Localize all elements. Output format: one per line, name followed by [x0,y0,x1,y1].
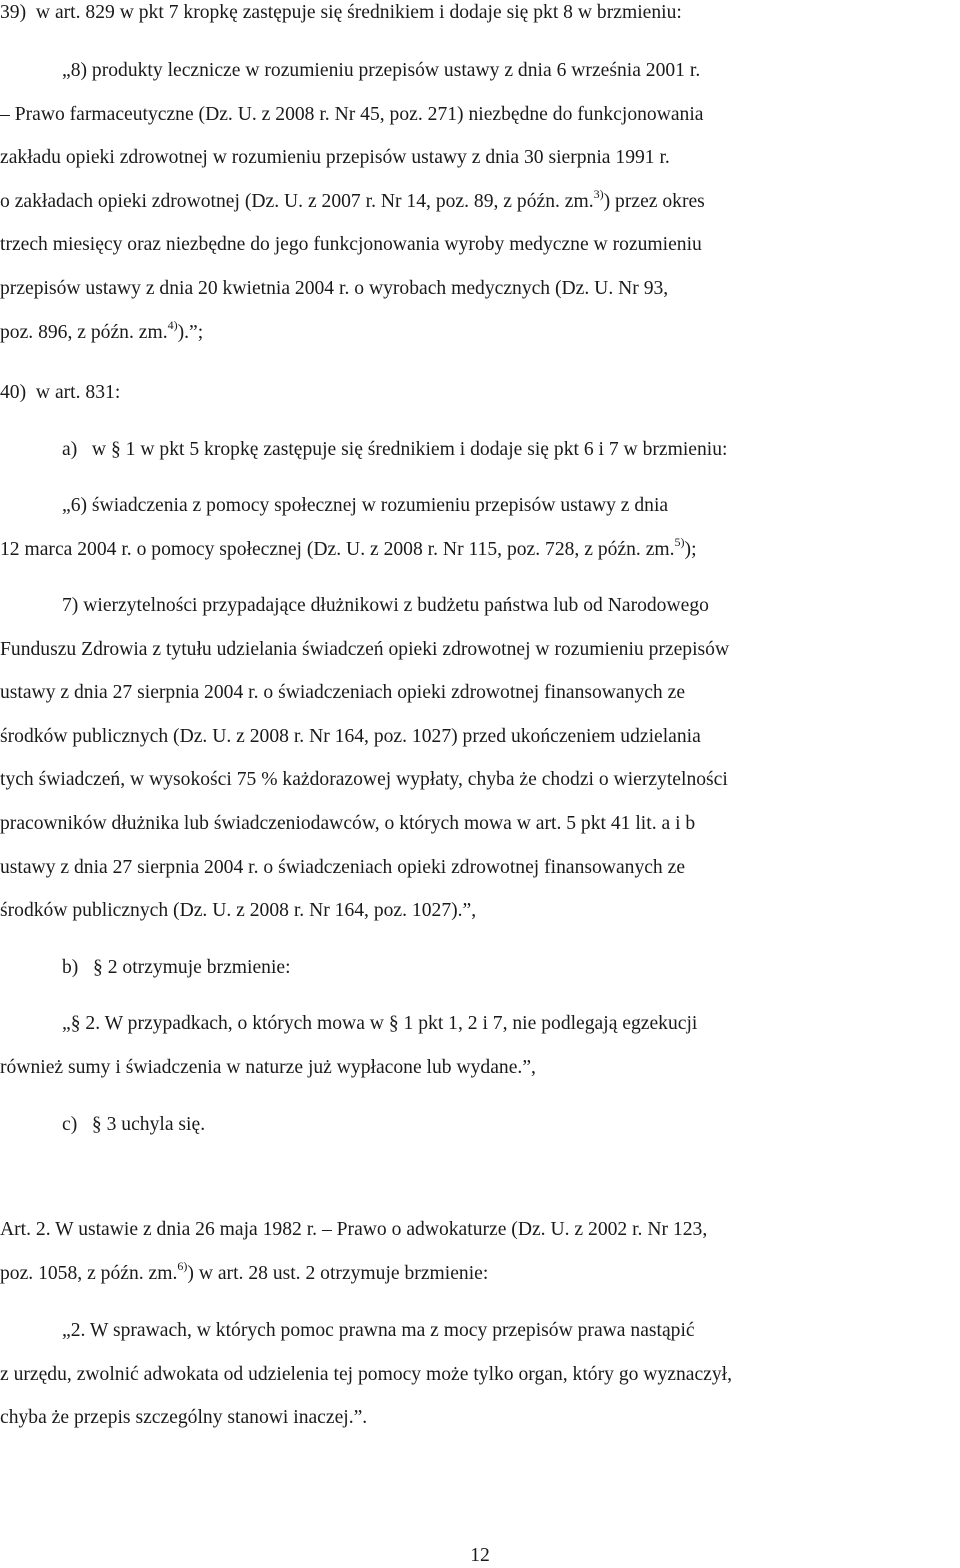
item-40-a-pkt7-line-7: ustawy z dnia 27 sierpnia 2004 r. o świadczeniach opieki zdrowotnej finansowanych ze [0,857,686,878]
item-40-a-pkt6-line-1: „6) świadczenia z pomocy społecznej w rozumieniu przepisów ustawy z dnia [62,495,669,516]
item-39-quote-line-5: trzech miesięcy oraz niezbędne do jego funkcjonowania wyroby medyczne w rozumieniu [0,234,702,255]
item-39-quote-line-1: „8) produkty lecznicze w rozumieniu przepisów ustawy z dnia 6 września 2001 r. [62,60,701,81]
art-2-quote-line-1: „2. W sprawach, w których pomoc prawna ma z mocy przepisów prawa nastąpić [62,1320,695,1341]
item-40-a-pkt7-line-1: 7) wierzytelności przypadające dłużnikowi z budżetu państwa lub od Narodowego [62,595,709,616]
footnote-ref-5: 5) [674,535,685,549]
art-2-line-2: poz. 1058, z późn. zm.$^{6)}$) w art. 28 ust. 2 otrzymuje brzmienie: [0,1259,489,1284]
item-40-a-pkt7-line-4: środków publicznych (Dz. U. z 2008 r. Nr 164, poz. 1027) przed ukończeniem udzielania [0,726,701,747]
item-40-b-heading: b) § 2 otrzymuje brzmienie: [62,957,291,978]
footnote-ref-4: 4) [167,318,178,332]
art-2-quote-line-3: chyba że przepis szczególny stanowi inaczej.”. [0,1407,368,1428]
art-2-line-1: Art. 2. W ustawie z dnia 26 maja 1982 r. – Prawo o adwokaturze (Dz. U. z 2002 r. Nr 123, [0,1219,708,1240]
item-40-a-pkt7-line-8: środków publicznych (Dz. U. z 2008 r. Nr 164, poz. 1027).”, [0,900,477,921]
item-40-a-pkt7-line-6: pracowników dłużnika lub świadczeniodawców, o których mowa w art. 5 pkt 41 lit. a i b [0,813,696,834]
item-39-quote-line-3: zakładu opieki zdrowotnej w rozumieniu przepisów ustawy z dnia 30 sierpnia 1991 r. [0,147,670,168]
item-39-quote-line-2: – Prawo farmaceutyczne (Dz. U. z 2008 r. Nr 45, poz. 271) niezbędne do funkcjonowania [0,104,704,125]
page-number: 12 [470,1545,490,1566]
item-40-a-heading: a) w § 1 w pkt 5 kropkę zastępuje się średnikiem i dodaje się pkt 6 i 7 w brzmieniu: [62,439,728,460]
footnote-ref-6: 6) [177,1259,188,1273]
item-39-quote-line-4: o zakładach opieki zdrowotnej (Dz. U. z 2007 r. Nr 14, poz. 89, z późn. zm.$^{3)}$) przez okres [0,187,705,212]
item-39-heading: 39) w art. 829 w pkt 7 kropkę zastępuje się średnikiem i dodaje się pkt 8 w brzmieniu: [0,2,682,23]
item-40-a-pkt6-line-2: 12 marca 2004 r. o pomocy społecznej (Dz. U. z 2008 r. Nr 115, poz. 728, z późn. zm.$^{5)}$); [0,535,697,560]
item-40-c-heading: c) § 3 uchyla się. [62,1114,206,1135]
item-40-a-pkt7-line-2: Funduszu Zdrowia z tytułu udzielania świadczeń opieki zdrowotnej w rozumieniu przepisów [0,639,730,660]
item-40-a-pkt7-line-5: tych świadczeń, w wysokości 75 % każdorazowej wypłaty, chyba że chodzi o wierzytelności [0,769,728,790]
item-40-b-quote-line-1: „§ 2. W przypadkach, o których mowa w § 1 pkt 1, 2 i 7, nie podlegają egzekucji [62,1013,698,1034]
item-40-heading: 40) w art. 831: [0,382,121,403]
item-40-b-quote-line-2: również sumy i świadczenia w naturze już wypłacone lub wydane.”, [0,1057,536,1078]
item-39-quote-line-6: przepisów ustawy z dnia 20 kwietnia 2004 r. o wyrobach medycznych (Dz. U. Nr 93, [0,278,669,299]
item-40-a-pkt7-line-3: ustawy z dnia 27 sierpnia 2004 r. o świadczeniach opieki zdrowotnej finansowanych ze [0,682,686,703]
item-39-quote-line-7: poz. 896, z późn. zm.$^{4)}$).”; [0,318,204,343]
art-2-quote-line-2: z urzędu, zwolnić adwokata od udzielenia tej pomocy może tylko organ, który go wyznaczył, [0,1364,732,1385]
footnote-ref-3: 3) [593,187,604,201]
